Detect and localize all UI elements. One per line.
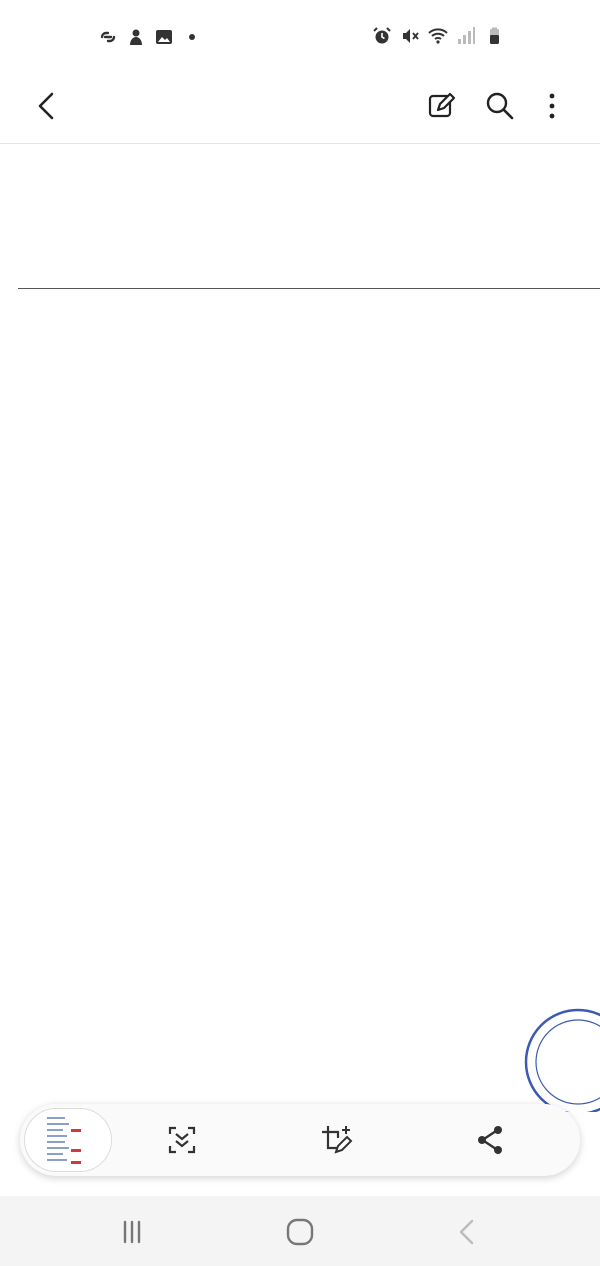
qr-code <box>24 1006 130 1112</box>
document-view[interactable] <box>0 144 600 1194</box>
back-arrow-icon[interactable] <box>30 88 66 124</box>
signal-icon <box>456 26 476 46</box>
scroll-capture-icon[interactable] <box>164 1122 200 1158</box>
mute-icon <box>400 26 420 46</box>
header-divider <box>18 288 600 289</box>
link-icon <box>98 27 118 47</box>
recents-icon[interactable] <box>116 1216 148 1248</box>
search-icon[interactable] <box>482 88 518 124</box>
status-right-icons <box>372 26 504 46</box>
app-header <box>0 76 600 144</box>
image-icon <box>154 27 174 47</box>
crop-edit-icon[interactable] <box>318 1122 354 1158</box>
stamp-seal <box>516 1002 600 1112</box>
wifi-icon <box>428 26 448 46</box>
nav-bar <box>0 1196 600 1266</box>
share-icon[interactable] <box>472 1122 508 1158</box>
android-icon <box>126 27 146 47</box>
battery-icon <box>484 26 504 46</box>
edit-icon[interactable] <box>424 88 460 124</box>
status-left-icons <box>98 27 202 47</box>
alarm-icon <box>372 26 392 46</box>
back-icon[interactable] <box>452 1216 484 1248</box>
screenshot-toolbar <box>20 1104 580 1176</box>
screenshot-thumbnail[interactable] <box>24 1108 112 1172</box>
status-bar <box>0 0 600 76</box>
dot-icon <box>182 27 202 47</box>
more-vert-icon[interactable] <box>534 88 570 124</box>
home-icon[interactable] <box>284 1216 316 1248</box>
